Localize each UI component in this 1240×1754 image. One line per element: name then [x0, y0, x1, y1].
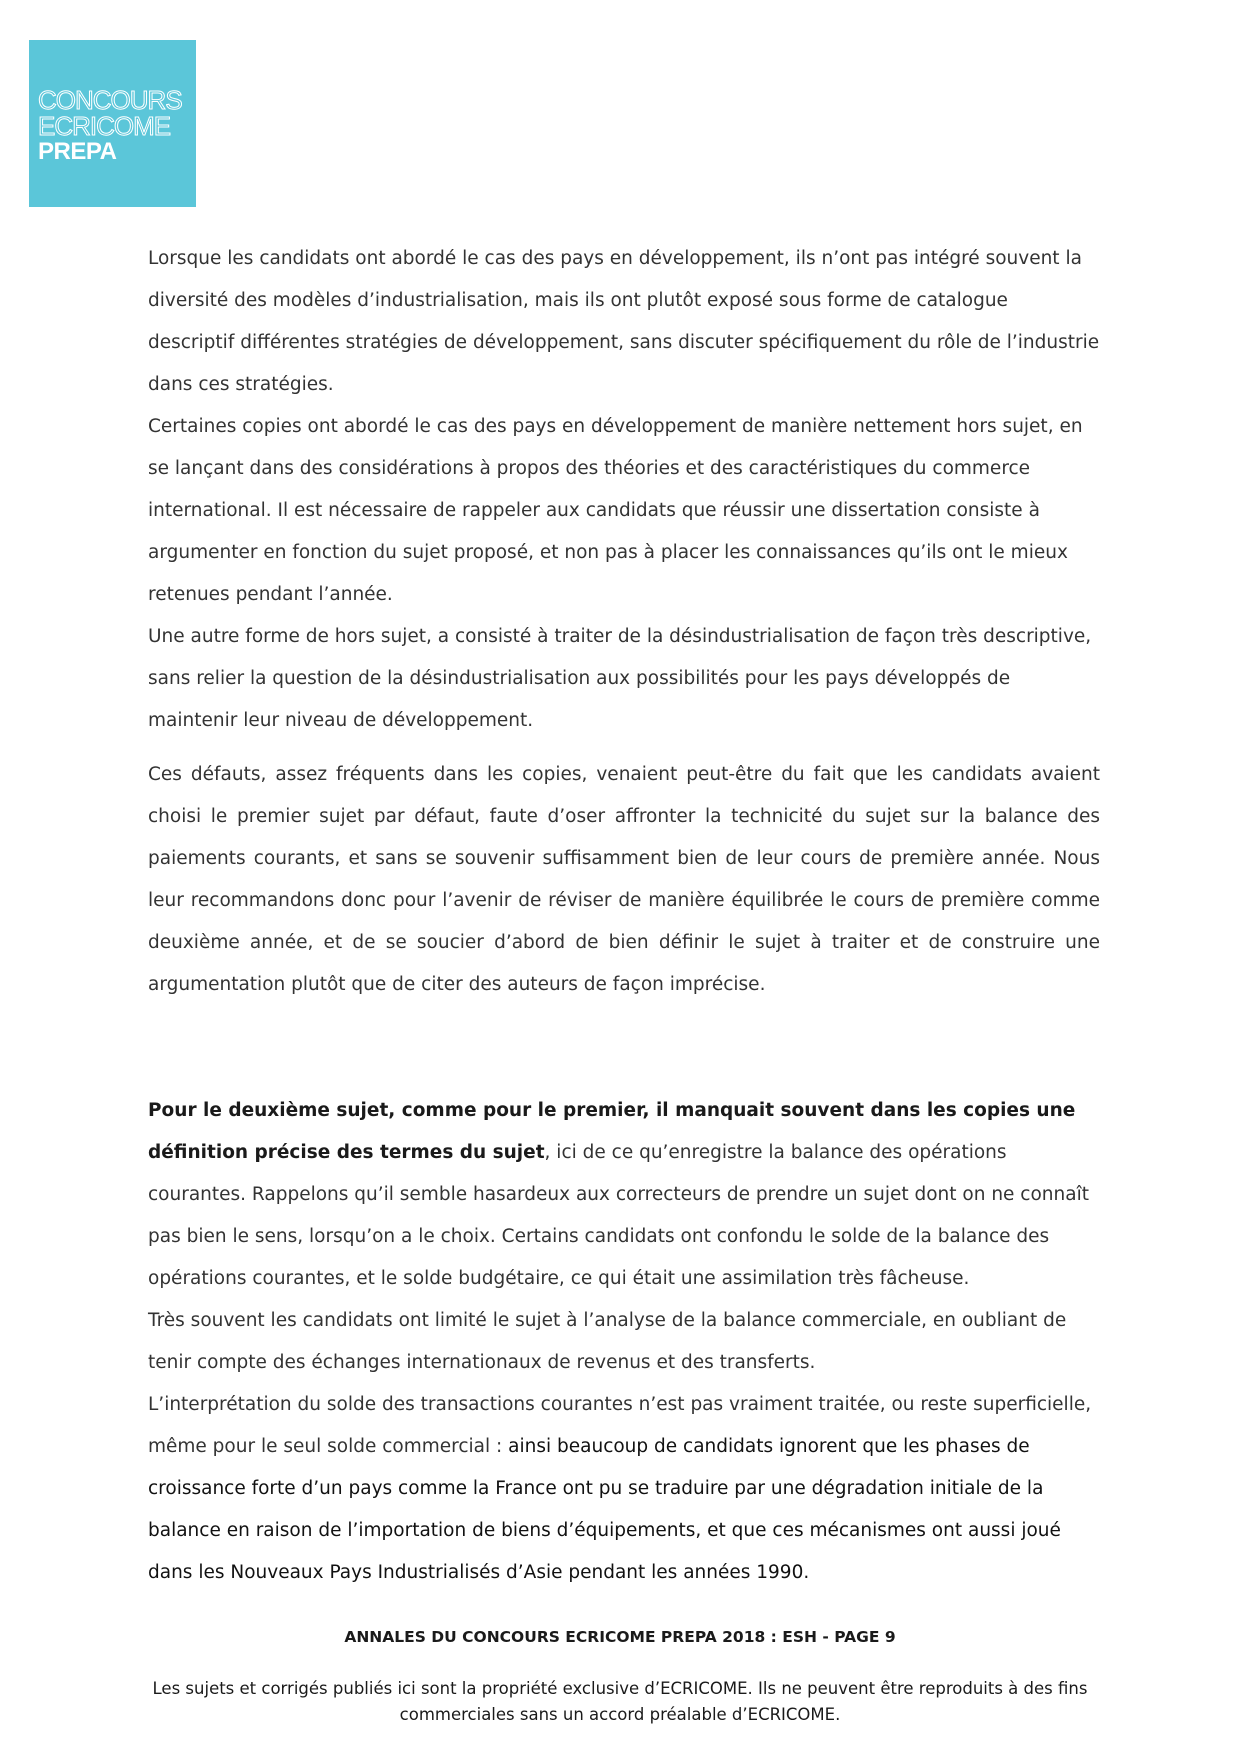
spacer — [148, 1006, 1100, 1090]
interpretation-text: L’interprétation du solde des transactions courantes n’est pas vraiment traitée, ou reste superficielle, même pour le seul solde commercial : — [148, 1394, 1092, 1457]
second-subject-emphasis: Pour le deuxième sujet, comme pour le premier, il manquait souvent dans les copies une définition précise des termes du sujet — [148, 1100, 1076, 1163]
copyright-notice: Les sujets et corrigés publiés ici sont la propriété exclusive d’ECRICOME. Ils ne peuvent être reproduits à des fins commerciales sans un accord préalable d’ECRICOME. — [152, 1679, 1088, 1724]
paragraph-trade-balance: Très souvent les candidats ont limité le sujet à l’analyse de la balance commerciale, en oubliant de tenir compte des échanges internationaux de revenus et des transferts. — [148, 1310, 1067, 1373]
logo-text-concours: CONCOURS — [38, 85, 182, 115]
paragraph-developing-countries: Lorsque les candidats ont abordé le cas des pays en développement, ils n’ont pas intégré souvent la diversité des modèles d’industrialisation, mais ils ont plutôt exposé sous forme de catalogue descriptif différentes stratégies de développement, sans discuter spécifiquement du rôle de l’industrie dans ces stratégies. — [148, 248, 1100, 395]
ecricome-logo — [29, 40, 196, 207]
paragraph-deindustrialization: Une autre forme de hors sujet, a consisté à traiter de la désindustrialisation de façon très descriptive, sans relier la question de la désindustrialisation aux possibilités pour les pays développés de maintenir leur niveau de développement. — [148, 626, 1092, 731]
spacer — [148, 742, 1100, 754]
logo-text-ecricome: ECRICOME — [38, 111, 171, 141]
paragraph-off-topic-trade: Certaines copies ont abordé le cas des pays en développement de manière nettement hors sujet, en se lançant dans des considérations à propos des théories et des caractéristiques du commerce international. Il est nécessaire de rappeler aux candidats que réussir une dissertation consiste à argumenter en fonction du sujet proposé, et non pas à placer les connaissances qu’ils ont le mieux retenues pendant l’année. — [148, 416, 1083, 605]
paragraph-second-subject — [148, 1090, 1100, 1300]
paragraph-recommendations: Ces défauts, assez fréquents dans les copies, venaient peut-être du fait que les candidats avaient choisi le premier sujet par défaut, faute d’oser affronter la technicité du sujet sur la balance des paiements courants, et sans se souvenir suffisamment bien de leur cours de première année. Nous leur recommandons donc pour l’avenir de réviser de manière équilibrée le cours de première comme deuxième année, et de se soucier d’abord de bien définir le sujet à traiter et de construire une argumentation plutôt que de citer des auteurs de façon imprécise. — [148, 764, 1100, 995]
second-subject-text: , ici de ce qu’enregistre la balance des opérations courantes. Rappelons qu’il semble hasardeux aux correcteurs de prendre un sujet dont on ne connaît pas bien le sens, lorsqu’on a le choix. Certains candidats ont confondu le solde de la balance des opérations courantes, et le solde budgétaire, ce qui était une assimilation très fâcheuse. — [148, 1142, 1089, 1289]
paragraph-interpretation — [148, 1384, 1100, 1594]
page-footer-label: ANNALES DU CONCOURS ECRICOME PREPA 2018 : ESH - PAGE 9 — [344, 1628, 896, 1646]
logo-text-prepa: PREPA — [38, 138, 117, 165]
interpretation-example: ainsi beaucoup de candidats ignorent que les phases de croissance forte d’un pays comme la France ont pu se traduire par une dégradation initiale de la balance en raison de l’importation de biens d’équipements, et que ces mécanismes ont aussi joué dans les Nouveaux Pays Industrialisés d’Asie pendant les années 1990. — [148, 1436, 1061, 1583]
report-body — [148, 238, 1100, 1594]
